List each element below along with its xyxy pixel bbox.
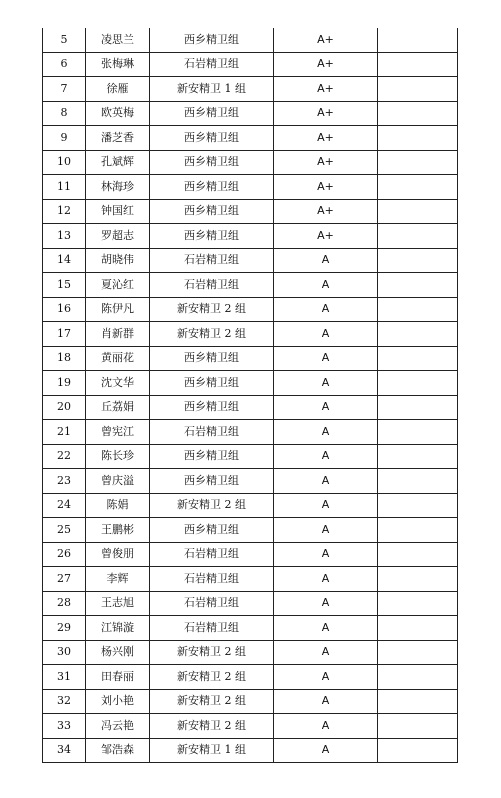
member-name-cell: 凌思兰 — [86, 28, 150, 52]
grade-cell: A — [274, 738, 378, 763]
grade-cell: A — [274, 689, 378, 714]
table-row — [43, 346, 458, 371]
member-name-cell: 王志旭 — [86, 591, 150, 616]
member-name-cell: 曾俊朋 — [86, 542, 150, 567]
team-cell: 石岩精卫组 — [150, 567, 274, 592]
remarks-cell — [378, 616, 458, 641]
member-name-cell: 夏沁红 — [86, 273, 150, 298]
row-number-cell: 11 — [43, 175, 86, 200]
row-number-cell: 22 — [43, 444, 86, 469]
remarks-cell — [378, 518, 458, 543]
remarks-cell — [378, 126, 458, 151]
table-row — [43, 567, 458, 592]
team-cell: 新安精卫 1 组 — [150, 738, 274, 763]
remarks-cell — [378, 175, 458, 200]
member-name-cell: 陈伊凡 — [86, 297, 150, 322]
table-row — [43, 297, 458, 322]
team-cell: 石岩精卫组 — [150, 591, 274, 616]
remarks-cell — [378, 591, 458, 616]
row-number-cell: 12 — [43, 199, 86, 224]
row-number-cell: 25 — [43, 518, 86, 543]
grade-cell: A+ — [274, 199, 378, 224]
member-name-cell: 李辉 — [86, 567, 150, 592]
row-number-cell: 10 — [43, 150, 86, 175]
row-number-cell: 19 — [43, 371, 86, 396]
remarks-cell — [378, 224, 458, 249]
team-cell: 西乡精卫组 — [150, 346, 274, 371]
team-cell: 西乡精卫组 — [150, 395, 274, 420]
table-row — [43, 444, 458, 469]
table-row — [43, 542, 458, 567]
row-number-cell: 8 — [43, 101, 86, 126]
table-row — [43, 493, 458, 518]
remarks-cell — [378, 346, 458, 371]
table-row — [43, 248, 458, 273]
grade-cell: A — [274, 346, 378, 371]
table-row — [43, 150, 458, 175]
table-row — [43, 175, 458, 200]
remarks-cell — [378, 542, 458, 567]
row-number-cell: 9 — [43, 126, 86, 151]
member-name-cell: 冯云艳 — [86, 714, 150, 739]
member-name-cell: 欧英梅 — [86, 101, 150, 126]
row-number-cell: 7 — [43, 77, 86, 102]
team-cell: 新安精卫 2 组 — [150, 714, 274, 739]
member-name-cell: 潘芝香 — [86, 126, 150, 151]
remarks-cell — [378, 714, 458, 739]
row-number-cell: 17 — [43, 322, 86, 347]
table-row — [43, 101, 458, 126]
row-number-cell: 5 — [43, 28, 86, 52]
team-cell: 新安精卫 2 组 — [150, 493, 274, 518]
row-number-cell: 31 — [43, 665, 86, 690]
remarks-cell — [378, 493, 458, 518]
grade-cell: A+ — [274, 126, 378, 151]
grade-cell: A — [274, 322, 378, 347]
team-cell: 西乡精卫组 — [150, 101, 274, 126]
table-row — [43, 322, 458, 347]
row-number-cell: 15 — [43, 273, 86, 298]
grade-cell: A+ — [274, 28, 378, 52]
row-number-cell: 16 — [43, 297, 86, 322]
member-name-cell: 肖新群 — [86, 322, 150, 347]
team-cell: 石岩精卫组 — [150, 273, 274, 298]
team-cell: 西乡精卫组 — [150, 518, 274, 543]
table-row — [43, 77, 458, 102]
table-row — [43, 28, 458, 52]
team-cell: 西乡精卫组 — [150, 444, 274, 469]
row-number-cell: 20 — [43, 395, 86, 420]
team-cell: 西乡精卫组 — [150, 28, 274, 52]
team-cell: 石岩精卫组 — [150, 52, 274, 77]
team-cell: 石岩精卫组 — [150, 420, 274, 445]
table-row — [43, 738, 458, 763]
team-cell: 石岩精卫组 — [150, 248, 274, 273]
team-cell: 西乡精卫组 — [150, 199, 274, 224]
grade-cell: A — [274, 591, 378, 616]
table-row — [43, 640, 458, 665]
grade-cell: A+ — [274, 77, 378, 102]
member-name-cell: 罗超志 — [86, 224, 150, 249]
table-row — [43, 273, 458, 298]
grade-cell: A — [274, 395, 378, 420]
grade-cell: A — [274, 640, 378, 665]
grade-cell: A — [274, 493, 378, 518]
row-number-cell: 13 — [43, 224, 86, 249]
row-number-cell: 23 — [43, 469, 86, 494]
team-cell: 新安精卫 1 组 — [150, 77, 274, 102]
table-row — [43, 591, 458, 616]
member-name-cell: 刘小艳 — [86, 689, 150, 714]
roster-table-body — [43, 28, 458, 763]
grade-cell: A+ — [274, 224, 378, 249]
member-name-cell: 胡晓伟 — [86, 248, 150, 273]
grade-cell: A — [274, 444, 378, 469]
remarks-cell — [378, 640, 458, 665]
table-row — [43, 224, 458, 249]
remarks-cell — [378, 273, 458, 298]
member-name-cell: 王鹏彬 — [86, 518, 150, 543]
row-number-cell: 34 — [43, 738, 86, 763]
row-number-cell: 21 — [43, 420, 86, 445]
table-row — [43, 126, 458, 151]
table-row — [43, 616, 458, 641]
member-name-cell: 陈娟 — [86, 493, 150, 518]
member-name-cell: 曾庆溢 — [86, 469, 150, 494]
member-name-cell: 江锦漩 — [86, 616, 150, 641]
member-name-cell: 丘荔娟 — [86, 395, 150, 420]
grade-cell: A — [274, 567, 378, 592]
remarks-cell — [378, 322, 458, 347]
member-name-cell: 黄丽花 — [86, 346, 150, 371]
remarks-cell — [378, 101, 458, 126]
member-name-cell: 田春丽 — [86, 665, 150, 690]
remarks-cell — [378, 52, 458, 77]
remarks-cell — [378, 77, 458, 102]
team-cell: 石岩精卫组 — [150, 616, 274, 641]
grade-cell: A — [274, 297, 378, 322]
remarks-cell — [378, 738, 458, 763]
grade-cell: A — [274, 665, 378, 690]
table-row — [43, 371, 458, 396]
team-cell: 西乡精卫组 — [150, 371, 274, 396]
grade-cell: A — [274, 420, 378, 445]
grade-cell: A+ — [274, 52, 378, 77]
remarks-cell — [378, 248, 458, 273]
table-row — [43, 469, 458, 494]
row-number-cell: 24 — [43, 493, 86, 518]
remarks-cell — [378, 28, 458, 52]
team-cell: 石岩精卫组 — [150, 542, 274, 567]
table-row — [43, 665, 458, 690]
team-cell: 新安精卫 2 组 — [150, 689, 274, 714]
grade-cell: A — [274, 248, 378, 273]
team-cell: 新安精卫 2 组 — [150, 297, 274, 322]
row-number-cell: 26 — [43, 542, 86, 567]
remarks-cell — [378, 444, 458, 469]
member-name-cell: 杨兴刚 — [86, 640, 150, 665]
row-number-cell: 6 — [43, 52, 86, 77]
row-number-cell: 33 — [43, 714, 86, 739]
grade-cell: A — [274, 518, 378, 543]
grade-cell: A — [274, 371, 378, 396]
table-row — [43, 518, 458, 543]
grade-cell: A+ — [274, 101, 378, 126]
table-row — [43, 395, 458, 420]
table-row — [43, 52, 458, 77]
remarks-cell — [378, 420, 458, 445]
grade-cell: A — [274, 714, 378, 739]
team-cell: 西乡精卫组 — [150, 126, 274, 151]
member-name-cell: 邹浩森 — [86, 738, 150, 763]
document-page — [42, 28, 457, 763]
member-name-cell: 钟国红 — [86, 199, 150, 224]
team-cell: 西乡精卫组 — [150, 224, 274, 249]
row-number-cell: 14 — [43, 248, 86, 273]
remarks-cell — [378, 665, 458, 690]
member-name-cell: 曾宪江 — [86, 420, 150, 445]
grade-cell: A — [274, 469, 378, 494]
member-name-cell: 徐雁 — [86, 77, 150, 102]
remarks-cell — [378, 469, 458, 494]
team-cell: 西乡精卫组 — [150, 175, 274, 200]
table-row — [43, 689, 458, 714]
member-name-cell: 陈长珍 — [86, 444, 150, 469]
grade-cell: A+ — [274, 150, 378, 175]
team-cell: 西乡精卫组 — [150, 469, 274, 494]
row-number-cell: 28 — [43, 591, 86, 616]
remarks-cell — [378, 150, 458, 175]
team-cell: 新安精卫 2 组 — [150, 665, 274, 690]
table-row — [43, 199, 458, 224]
remarks-cell — [378, 371, 458, 396]
grade-cell: A — [274, 542, 378, 567]
roster-table — [42, 28, 458, 763]
remarks-cell — [378, 567, 458, 592]
table-row — [43, 420, 458, 445]
table-row — [43, 714, 458, 739]
member-name-cell: 张梅琳 — [86, 52, 150, 77]
grade-cell: A — [274, 616, 378, 641]
member-name-cell: 沈文华 — [86, 371, 150, 396]
member-name-cell: 林海珍 — [86, 175, 150, 200]
team-cell: 西乡精卫组 — [150, 150, 274, 175]
grade-cell: A+ — [274, 175, 378, 200]
row-number-cell: 30 — [43, 640, 86, 665]
row-number-cell: 18 — [43, 346, 86, 371]
remarks-cell — [378, 199, 458, 224]
grade-cell: A — [274, 273, 378, 298]
row-number-cell: 32 — [43, 689, 86, 714]
member-name-cell: 孔斌辉 — [86, 150, 150, 175]
remarks-cell — [378, 689, 458, 714]
team-cell: 新安精卫 2 组 — [150, 322, 274, 347]
remarks-cell — [378, 395, 458, 420]
row-number-cell: 27 — [43, 567, 86, 592]
remarks-cell — [378, 297, 458, 322]
row-number-cell: 29 — [43, 616, 86, 641]
team-cell: 新安精卫 2 组 — [150, 640, 274, 665]
